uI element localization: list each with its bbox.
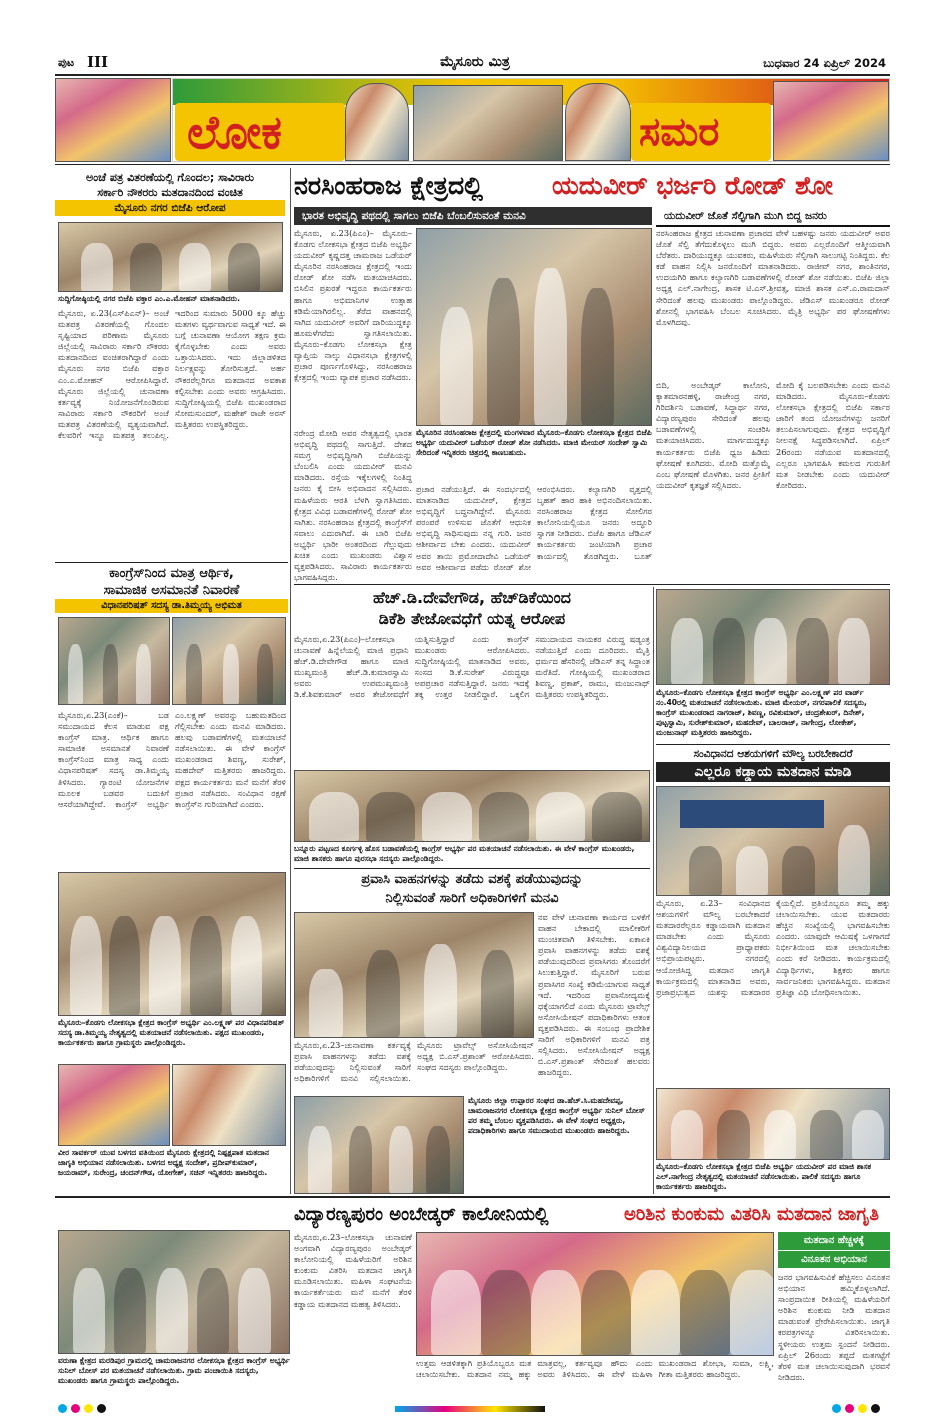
bjp-campaign-photo-right [656, 1088, 890, 1160]
ward-campaign-caption: ಮೈಸೂರು–ಕೊಡಗು ಲೋಕಸಭಾ ಕ್ಷೇತ್ರದ ಕಾಂಗ್ರೆಸ್ ಅಭ್ಯರ್ಥಿ ಎಂ.ಲಕ್ಷ್ಮಣ್ ಪರ ವಾರ್ಡ್ ನಂ.40ರಲ್ಲಿ ಮತಯಾಚನೆ ನಡೆಸಲಾಯಿತು. ಮಾಜಿ ಮೇಯರ್, ನಗರಪಾಲಿಕೆ ಸದಸ್ಯರು, ಕಾಂಗ್ರೆಸ್ ಮುಖಂಡರಾದ ನಾಗರಾಜ್, ಶಿವಣ್ಣ, ರವಿಕುಮಾರ್, ಚಂದ್ರಶೇಖರ್, ದಿನೇಶ್, ಪುಟ್ಟಸ್ವಾಮಿ, ಸುರೇಶ್‌ಕುಮಾರ್, ಮಹದೇವ್, ಬಾಲರಾಜ್, ನಾಗೇಂದ್ರ, ಲೋಕೇಶ್, ಮಂಜುನಾಥ್ ಮತ್ತಿತರರು ಹಾಜರಿದ್ದರು. [656, 688, 867, 737]
hdd-body: ಮೈಸೂರು,ಏ.23(ಪಿಎಂ)–ಲೋಕಸಭಾ ಚುನಾವಣೆ ಹಿನ್ನೆಲೆಯಲ್ಲಿ ಮಾಜಿ ಪ್ರಧಾನಿ ಹೆಚ್.ಡಿ.ದೇವೇಗೌಡ ಹಾಗೂ ಮಾಜಿ ಮುಖ್ಯಮಂತ್ರಿ ಹೆಚ್.ಡಿ.ಕುಮಾರಸ್ವಾಮಿ ಅವರು ಉಪಮುಖ್ಯಮಂತ್ರಿ ಡಿ.ಕೆ.ಶಿವಕುಮಾರ್ ಅವರ ತೇಜೋವಧೆಗೆ ಯತ್ನಿಸುತ್ತಿದ್ದಾರೆ ಎಂದು ಕಾಂಗ್ರೆಸ್ ಮುಖಂಡರು ಆರೋಪಿಸಿದರು. ಸುದ್ದಿಗೋಷ್ಠಿಯಲ್ಲಿ ಮಾತನಾಡಿದ ಅವರು, ಸಂಸದ ಡಿ.ಕೆ.ಸುರೇಶ್ ವಿರುದ್ಧವೂ ಅಪಪ್ರಚಾರ ನಡೆಸುತ್ತಿದ್ದಾರೆ. ಜನರು ಇದಕ್ಕೆ ತಕ್ಕ ಉತ್ತರ ನೀಡಲಿದ್ದಾರೆ. ಒಕ್ಕಲಿಗ ಸಮುದಾಯದ ನಾಯಕರ ವಿರುದ್ಧ ಷಡ್ಯಂತ್ರ ನಡೆಯುತ್ತಿದೆ ಎಂದು ದೂರಿದರು. ಮೈತ್ರಿ ಧರ್ಮದ ಹೆಸರಿನಲ್ಲಿ ಜೆಡಿಎಸ್ ತನ್ನ ಸಿದ್ಧಾಂತ ಮರೆತಿದೆ. ಗೋಷ್ಠಿಯಲ್ಲಿ ಮುಖಂಡರಾದ ಶಿವಣ್ಣ, ಪ್ರಕಾಶ್, ರಾಮು, ಮಂಜುನಾಥ್ ಮತ್ತಿತರರು ಉಪಸ್ಥಿತರಿದ್ದರು. [294, 634, 650, 700]
left-mid-headline [55, 565, 288, 613]
banner-left-word-box [175, 103, 345, 161]
side-box [778, 1232, 890, 1398]
main-subhead-right: ಯದುವೀರ್ ಜೊತೆ ಸೆಲ್ಫಿಗಾಗಿ ಮುಗಿ ಬಿದ್ದ ಜನರು [656, 207, 890, 227]
left-top-body: ಮೈಸೂರು, ಏ.23(ಎಸ್‌ಪಿಎನ್)– ಅಂಚೆ ಮತಪತ್ರ ವಿತರಣೆಯಲ್ಲಿ ಗೊಂದಲ ಸೃಷ್ಟಿಯಾದ ಪರಿಣಾಮ ಮೈಸೂರು ಜಿಲ್ಲೆಯಲ್ಲಿ ಸಾವಿರಾರು ಸರ್ಕಾರಿ ನೌಕರರು ಮತದಾನದಿಂದ ವಂಚಿತರಾಗಿದ್ದಾರೆ ಎಂದು ಮೈಸೂರು ನಗರ ಬಿಜೆಪಿ ವಕ್ತಾರ ಎಂ.ಎ.ಮೋಹನ್ ಆರೋಪಿಸಿದ್ದಾರೆ. ಮೈಸೂರು ಜಿಲ್ಲೆಯಲ್ಲಿ ಚುನಾವಣಾ ಕರ್ತವ್ಯಕ್ಕೆ ನಿಯೋಜನೆಗೊಂಡಿರುವ ಸಾವಿರಾರು ಸರ್ಕಾರಿ ನೌಕರರಿಗೆ ಅಂಚೆ ಮತಪತ್ರ ವಿತರಣೆಯಲ್ಲಿ ವ್ಯತ್ಯಯವಾಗಿದೆ. ಕೆಲವರಿಗೆ ಇನ್ನೂ ಮತಪತ್ರ ತಲುಪಿಲ್ಲ. ಇದರಿಂದ ಸುಮಾರು 5000 ಕ್ಕೂ ಹೆಚ್ಚು ಮತಗಳು ವ್ಯರ್ಥವಾಗುವ ಸಾಧ್ಯತೆ ಇದೆ. ಈ ಬಗ್ಗೆ ಚುನಾವಣಾ ಆಯೋಗ ತಕ್ಷಣ ಕ್ರಮ ಕೈಗೊಳ್ಳಬೇಕು ಎಂದು ಅವರು ಒತ್ತಾಯಿಸಿದರು. ಇದು ಜಿಲ್ಲಾಡಳಿತದ ನಿರ್ಲಕ್ಷ್ಯವನ್ನು ತೋರಿಸುತ್ತದೆ. ಅರ್ಹ ನೌಕರರೆಲ್ಲರಿಗೂ ಮತದಾನದ ಅವಕಾಶ ಕಲ್ಪಿಸಬೇಕು ಎಂದು ಅವರು ಆಗ್ರಹಿಸಿದರು. ಸುದ್ದಿಗೋಷ್ಠಿಯಲ್ಲಿ ಬಿಜೆಪಿ ಮುಖಂಡರಾದ ಸೋಮಸುಂದರ್, ಮಹೇಶ್ ರಾಜೇ ಅರಸ್ ಮತ್ತಿತರರು ಉಪಸ್ಥಿತರಿದ್ದರು. [58, 308, 286, 441]
hdd-headline-line2: ಡಿಕೆಶಿ ತೇಜೋವಧೆಗೆ ಯತ್ನ ಆರೋಪ [378, 609, 566, 628]
press-meet-photo [58, 222, 283, 292]
voting-awareness-event-photo [656, 786, 890, 896]
uppara-sangha-photo [294, 1096, 464, 1194]
vehicles-body-left: ಮೈಸೂರು,ಏ.23–ಚುನಾವಣಾ ಕರ್ತವ್ಯಕ್ಕೆ ಪ್ರವಾಸಿ ವಾಹನಗಳನ್ನು ತಡೆದು ವಶಕ್ಕೆ ಪಡೆಯುವುದನ್ನು ನಿಲ್ಲಿಸುವಂತೆ ಸಾರಿಗೆ ಅಧಿಕಾರಿಗಳಿಗೆ ಮನವಿ ಸಲ್ಲಿಸಲಾಯಿತು. ಮೈಸೂರು ಟ್ರಾವೆಲ್ಸ್ ಅಸೋಸಿಯೇಷನ್ ಅಧ್ಯಕ್ಷ ಬಿ.ಎಸ್.ಪ್ರಶಾಂತ್ ಆರೋಪಿಸಿದರು. ಸಂಘದ ಸದಸ್ಯರು ಪಾಲ್ಗೊಂಡಿದ್ದರು. [294, 1040, 534, 1084]
constitution-headline [656, 746, 890, 782]
main-body-under: ಪ್ರಚಾರ ನಡೆಯುತ್ತಿದೆ. ಈ ಸಂದರ್ಭದಲ್ಲಿ ಮಾತನಾಡಿದ ಯದುವೀರ್, ಕ್ಷೇತ್ರದ ಅಭಿವೃದ್ಧಿಗೆ ಬದ್ಧನಾಗಿದ್ದೇನೆ. ಮೈಸೂರು ಪರಂಪರೆ ಉಳಿಸುವ ಜೊತೆಗೆ ಆಧುನಿಕ ಅಭಿವೃದ್ಧಿ ಸಾಧಿಸುವುದು ನನ್ನ ಗುರಿ. ಜನರ ಆಶೀರ್ವಾದ ಬೇಕು ಎಂದರು. ಯದುವೀರ್ ಅವರ ತಾಯಿ ಪ್ರಮೋದಾದೇವಿ ಒಡೆಯರ್ ಅವರ ಆಶೀರ್ವಾದ ಪಡೆದು ರೋಡ್ ಶೋ ಆರಂಭಿಸಿದರು. ಕಲ್ಯಾಣಗಿರಿ ವೃತ್ತದಲ್ಲಿ ಬೃಹತ್ ಹಾರ ಹಾಕಿ ಅಭಿನಂದಿಸಲಾಯಿತು. ನರಸಿಂಹರಾಜ ಕ್ಷೇತ್ರದ ಸೋಲಿಗರ ಕಾಲೋನಿಯಲ್ಲಿಯೂ ಜನರು ಅದ್ಧೂರಿ ಸ್ವಾಗತ ನೀಡಿದರು. ಬಿಜೆಪಿ ಹಾಗೂ ಜೆಡಿಎಸ್ ಕಾರ್ಯಕರ್ತರು ಜಂಟಿಯಾಗಿ ಪ್ರಚಾರ ಕಾರ್ಯದಲ್ಲಿ ತೊಡಗಿದ್ದರು. ಬೂತ್ [416, 484, 652, 572]
masthead [55, 52, 890, 74]
main-subhead-left: ಭಾರತ ಅಭಿವೃದ್ಧಿ ಪಥದಲ್ಲಿ ಸಾಗಲು ಬಿಜೆಪಿ ಬೆಂಬಲಿಸುವಂತೆ ಮನವಿ [294, 207, 652, 225]
hdd-headline [294, 587, 650, 629]
masthead-rule [55, 74, 890, 76]
color-bar-center [395, 1406, 545, 1412]
issue-date: ಬುಧವಾರ 24 ಏಪ್ರಿಲ್ 2024 [763, 56, 886, 70]
col-divider-2 [653, 587, 654, 1194]
side-box-title-line1: ಮತದಾನ ಹೆಚ್ಚಳಕ್ಕೆ [803, 1235, 865, 1246]
main-body-col4: ನರಸಿಂಹರಾಜ ಕ್ಷೇತ್ರದ ಚುನಾವಣಾ ಪ್ರಚಾರದ ವೇಳೆ ಬಹಳಷ್ಟು ಜನರು ಯದುವೀರ್ ಅವರ ಜೊತೆ ಸೆಲ್ಫಿ ತೆಗೆದುಕೊಳ್ಳಲು ಮುಗಿ ಬಿದ್ದರು. ಅವರು ಎಲ್ಲರೊಂದಿಗೆ ಆತ್ಮೀಯವಾಗಿ ಬೆರೆತರು. ದಾರಿಯುದ್ದಕ್ಕೂ ಯುವಕರು, ಮಹಿಳೆಯರು ಸೆಲ್ಫಿಗಾಗಿ ಸಾಲುಗಟ್ಟಿ ನಿಂತಿದ್ದರು. ಕೆಲ ಕಡೆ ವಾಹನ ನಿಲ್ಲಿಸಿ ಜನರೊಂದಿಗೆ ಮಾತನಾಡಿದರು. ರಾಜೀವ್ ನಗರ, ಶಾಂತಿನಗರ, ಉದಯಗಿರಿ ಹಾಗೂ ಕಲ್ಯಾಣಗಿರಿ ಬಡಾವಣೆಗಳಲ್ಲಿ ರೋಡ್ ಶೋ ನಡೆಯಿತು. ಬಿಜೆಪಿ ಜಿಲ್ಲಾ ಅಧ್ಯಕ್ಷ ಎಲ್.ನಾಗೇಂದ್ರ, ಶಾಸಕ ಟಿ.ಎಸ್.ಶ್ರೀವತ್ಸ, ಮಾಜಿ ಶಾಸಕ ಎಸ್.ಎ.ರಾಮದಾಸ್ ಸೇರಿದಂತೆ ಹಲವು ಮುಖಂಡರು ಪಾಲ್ಗೊಂಡಿದ್ದರು. ಜೆಡಿಎಸ್ ಮುಖಂಡರೂ ರೋಡ್ ಶೋನಲ್ಲಿ ಭಾಗವಹಿಸಿ ಬೆಂಬಲ ಸೂಚಿಸಿದರು. ಮೈತ್ರಿ ಅಭ್ಯರ್ಥಿ ಪರ ಘೋಷಣೆಗಳು ಮೊಳಗಿದವು. [656, 228, 890, 327]
leader-photo-left [345, 83, 409, 161]
left-top-headline [55, 170, 285, 216]
awareness-photo-1 [58, 1064, 170, 1146]
bottom-body-left: ಮೈಸೂರು,ಏ.23–ಲೋಕಸಭಾ ಚುನಾವಣೆ ಅಂಗವಾಗಿ ವಿದ್ಯಾರಣ್ಯಪುರಂ ಅಂಬೇಡ್ಕರ್ ಕಾಲೋನಿಯಲ್ಲಿ ಮಹಿಳೆಯರಿಗೆ ಅರಿಶಿನ ಕುಂಕುಮ ವಿತರಿಸಿ ಮತದಾನ ಜಾಗೃತಿ ಮೂಡಿಸಲಾಯಿತು. ಮಹಿಳಾ ಸಂಘಟನೆಯ ಕಾರ್ಯಕರ್ತೆಯರು ಮನೆ ಮನೆಗೆ ತೆರಳಿ ಕಡ್ಡಾಯ ಮತದಾನದ ಮಹತ್ವ ತಿಳಿಸಿದರು. [294, 1232, 412, 1309]
bottom-headline-part1: ವಿದ್ಯಾರಣ್ಯಪುರಂ ಅಂಬೇಡ್ಕರ್ ಕಾಲೋನಿಯಲ್ಲಿ [294, 1204, 549, 1225]
vehicles-body-right: ನವ ವೇಳೆ ಚುನಾವಣಾ ಕಾರ್ಯದ ಬಳಕೆಗೆ ವಾಹನ ಬೇಕಾದಲ್ಲಿ ಮಾಲೀಕರಿಗೆ ಮುಂಚಿತವಾಗಿ ತಿಳಿಸಬೇಕು. ಏಕಾಏಕಿ ಪ್ರವಾಸಿ ವಾಹನಗಳನ್ನು ತಡೆದು ವಶಕ್ಕೆ ಪಡೆಯುವುದರಿಂದ ಪ್ರವಾಸಿಗರು ತೊಂದರೆಗೆ ಸಿಲುಕುತ್ತಿದ್ದಾರೆ. ಮೈಸೂರಿಗೆ ಬರುವ ಪ್ರವಾಸಿಗರ ಸಂಖ್ಯೆ ಕಡಿಮೆಯಾಗುವ ಸಾಧ್ಯತೆ ಇದೆ. ಇದರಿಂದ ಪ್ರವಾಸೋದ್ಯಮಕ್ಕೆ ಧಕ್ಕೆಯಾಗಲಿದೆ ಎಂದು ಮೈಸೂರು ಟ್ರಾವೆಲ್ಸ್ ಅಸೋಸಿಯೇಷನ್ ಪದಾಧಿಕಾರಿಗಳು ಆತಂಕ ವ್ಯಕ್ತಪಡಿಸಿದರು. ಈ ಸಂಬಂಧ ಪ್ರಾದೇಶಿಕ ಸಾರಿಗೆ ಅಧಿಕಾರಿಗಳಿಗೆ ಮನವಿ ಪತ್ರ ಸಲ್ಲಿಸಿದರು. ಅಸೋಸಿಯೇಷನ್ ಅಧ್ಯಕ್ಷ ಬಿ.ಎಸ್.ಪ್ರಶಾಂತ್ ಸೇರಿದಂತೆ ಹಲವರು ಹಾಜರಿದ್ದರು. [538, 912, 650, 1078]
bottom-headline [294, 1200, 890, 1230]
left-mid-rule [55, 562, 288, 563]
main-body-col3b: ಬಿದಿ, ಅಂಬೇಡ್ಕರ್ ಕಾಲೋನಿ, ಕ್ಯಾತಮಾರನಹಳ್ಳಿ, ರಾಜೇಂದ್ರ ನಗರ, ಗಿರಿದರ್ಶಿನಿ ಬಡಾವಣೆ, ಸಿದ್ಧಾರ್ಥ ನಗರ, ವಿದ್ಯಾರಣ್ಯಪುರಂ ಸೇರಿದಂತೆ ಹಲವು ಬಡಾವಣೆಗಳಲ್ಲಿ ಸಂಚರಿಸಿ ಮತಯಾಚಿಸಿದರು. ಮಾರ್ಗದುದ್ದಕ್ಕೂ ಕಾರ್ಯಕರ್ತರು ಬಿಜೆಪಿ ಧ್ವಜ ಹಿಡಿದು ಘೋಷಣೆ ಕೂಗಿದರು. ಮೋದಿ ಮತ್ತೊಮ್ಮೆ ಎಂಬ ಘೋಷಣೆ ಮೊಳಗಿತು. ಜನರ ಪ್ರೀತಿಗೆ ಯದುವೀರ್ ಕೃತಜ್ಞತೆ ಸಲ್ಲಿಸಿದರು. [656, 380, 770, 490]
left-top-headline-line1: ಅಂಚೆ ಪತ್ರ ವಿತರಣೆಯಲ್ಲಿ ಗೊಂದಲ; ಸಾವಿರಾರು [86, 171, 254, 184]
campaign-photo-left-2 [172, 617, 286, 705]
bannur-caption: ಬನ್ನೂರು ಪಟ್ಟಣದ ಕೂರ್ಗಳ್ಳಿ ಹೊಸ ಬಡಾವಣೆಯಲ್ಲಿ ಕಾಂಗ್ರೆಸ್ ಅಭ್ಯರ್ಥಿ ಪರ ಮತಯಾಚನೆ ನಡೆಸಲಾಯಿತು. ಈ ವೇಳೆ ಕಾಂಗ್ರೆಸ್ ಮುಖಂಡರು, ಮಾಜಿ ಶಾಸಕರು ಹಾಗೂ ಪುರಸಭಾ ಸದಸ್ಯರು ಪಾಲ್ಗೊಂಡಿದ್ದರು. [294, 844, 635, 863]
constitution-headline-line1: ಸಂವಿಧಾನದ ಆಶಯಗಳಿಗೆ ಮೌಲ್ಯ ಬರಬೇಕಾದರೆ [693, 748, 853, 760]
vehicles-headline-line1: ಪ್ರವಾಸಿ ವಾಹನಗಳನ್ನು ತಡೆದು ವಶಕ್ಕೆ ಪಡೆಯುವುದನ್ನು [361, 872, 583, 887]
registration-marks-right [832, 1404, 892, 1414]
side-box-body: ಜನರ ಭಾಗವಹಿಸುವಿಕೆ ಹೆಚ್ಚಿಸಲು ವಿನೂತನ ಅಭಿಯಾನ ಹಮ್ಮಿಕೊಳ್ಳಲಾಗಿದೆ. ಸಾಂಪ್ರದಾಯಿಕ ರೀತಿಯಲ್ಲಿ ಮಹಿಳೆಯರಿಗೆ ಅರಿಶಿನ ಕುಂಕುಮ ನೀಡಿ ಮತದಾನ ಮಾಡುವಂತೆ ಪ್ರೇರೇಪಿಸಲಾಯಿತು. ಜಾಗೃತಿ ಕರಪತ್ರಗಳನ್ನೂ ವಿತರಿಸಲಾಯಿತು. ಸ್ಥಳೀಯರು ಉತ್ತಮ ಸ್ಪಂದನೆ ನೀಡಿದರು. ಏಪ್ರಿಲ್ 26ರಂದು ತಪ್ಪದೆ ಮತಗಟ್ಟೆಗೆ ತೆರಳಿ ಮತ ಚಲಾಯಿಸುವುದಾಗಿ ಭರವಸೆ ನೀಡಿದರು. [778, 1272, 890, 1382]
left-top-subhead: ಮೈಸೂರು ನಗರ ಬಿಜೆಪಿ ಆರೋಪ [55, 200, 285, 216]
voters-photo-right [773, 81, 889, 161]
campaign-photo-left-1 [58, 617, 170, 705]
varuna-caption: ವರುಣಾ ಕ್ಷೇತ್ರದ ಮರಡಿಪುರ ಗ್ರಾಮದಲ್ಲಿ ಚಾಮರಾಜನಗರ ಲೋಕಸಭಾ ಕ್ಷೇತ್ರದ ಕಾಂಗ್ರೆಸ್ ಅಭ್ಯರ್ಥಿ ಸುನಿಲ್ ಬೋಸ್ ಪರ ಮತಯಾಚನೆ ನಡೆಸಲಾಯಿತು. ಗ್ರಾಮ ಪಂಚಾಯಿತಿ ಸದಸ್ಯರು, ಮುಖಂಡರು ಹಾಗೂ ಗ್ರಾಮಸ್ಥರು ಪಾಲ್ಗೊಂಡಿದ್ದರು. [58, 1356, 290, 1385]
banner-right-word-box [631, 103, 771, 161]
side-box-title [778, 1232, 890, 1268]
awareness-caption: ವೀರ ಸಾವರ್ಕರ್ ಯುವ ಬಳಗದ ವತಿಯಿಂದ ಮೈಸೂರು ಕ್ಷೇತ್ರದಲ್ಲಿ ನಿಷ್ಪಕ್ಷಪಾತ ಮತದಾನ ಜಾಗೃತಿ ಅಭಿಯಾನ ನಡೆಸಲಾಯಿತು. ಬಳಗದ ಅಧ್ಯಕ್ಷ ಸಂದೇಶ್, ಪ್ರದೀಪ್‌ಕುಮಾರ್, ಜಯರಾಮ್, ಸುರೇಂದ್ರ, ಚಂದನ್‌ಗೌಡ, ಯೋಗೇಶ್, ಸಚಿನ್ ಇನ್ನಿತರರು ಹಾಜರಿದ್ದರು. [58, 1148, 270, 1177]
bannur-campaign-photo [294, 770, 650, 842]
banner-left-word: ಲೋಕ [187, 105, 282, 159]
constitution-headline-line2: ಎಲ್ಲರೂ ಕಡ್ಡಾಯ ಮತದಾನ ಮಾಡಿ [656, 762, 890, 782]
bottom-body-mid: ಉತ್ತಮ ಆಡಳಿತಕ್ಕಾಗಿ ಪ್ರತಿಯೊಬ್ಬರೂ ಮತ ಚಲಾಯಿಸಬೇಕು. ಮತದಾನ ನಮ್ಮ ಹಕ್ಕು ಮಾತ್ರವಲ್ಲ, ಕರ್ತವ್ಯವೂ ಹೌದು ಎಂದು ಅವರು ತಿಳಿಸಿದರು. ಈ ವೇಳೆ ಮಹಿಳಾ ಮುಖಂಡರಾದ ಶೋಭಾ, ಸುಮಾ, ಲಕ್ಷ್ಮಿ, ಗೀತಾ ಮತ್ತಿತರರು ಹಾಜರಿದ್ದರು. [416, 1358, 774, 1380]
main-headline [294, 168, 890, 204]
right-mid-rule [656, 744, 890, 745]
lok-samar-banner [172, 78, 890, 162]
bottom-band-rule [55, 1196, 890, 1198]
col-divider-1 [290, 168, 291, 1194]
voters-photo-left [55, 78, 171, 162]
kumkum-distribution-photo [416, 1232, 774, 1356]
side-box-title-line2: ವಿನೂತನ ಅಭಿಯಾನ [778, 1250, 890, 1269]
left-mid-caption: ಮೈಸೂರು–ಕೊಡಗು ಲೋಕಸಭಾ ಕ್ಷೇತ್ರದ ಕಾಂಗ್ರೆಸ್ ಅಭ್ಯರ್ಥಿ ಎಂ.ಲಕ್ಷ್ಮಣ್ ಪರ ವಿಧಾನಪರಿಷತ್ ಸದಸ್ಯ ಡಾ.ತಿಮ್ಮಯ್ಯ ನೇತೃತ್ವದಲ್ಲಿ ಮತಯಾಚನೆ ನಡೆಸಲಾಯಿತು. ಪಕ್ಷದ ಮುಖಂಡರು, ಕಾರ್ಯಕರ್ತರು ಹಾಗೂ ಗ್ರಾಮಸ್ಥರು ಪಾಲ್ಗೊಂಡಿದ್ದರು. [58, 1018, 285, 1047]
road-show-caption: ಮೈಸೂರಿನ ನರಸಿಂಹರಾಜ ಕ್ಷೇತ್ರದಲ್ಲಿ ಮಂಗಳವಾರ ಮೈಸೂರು–ಕೊಡಗು ಲೋಕಸಭಾ ಕ್ಷೇತ್ರದ ಬಿಜೆಪಿ ಅಭ್ಯರ್ಥಿ ಯದುವೀರ್ ಒಡೆಯರ್ ರೋಡ್ ಶೋ ನಡೆಸಿದರು. ಮಾಜಿ ಮೇಯರ್ ಸಂದೇಶ್ ಸ್ವಾಮಿ ಸೇರಿದಂತೆ ಇನ್ನಿತರರು ಚಿತ್ರದಲ್ಲಿ ಕಾಣಬಹುದು. [416, 428, 652, 457]
main-headline-part2: ಯದುವೀರ್ ಭರ್ಜರಿ ರೋಡ್ ಶೋ [552, 171, 833, 200]
bottom-headline-part2: ಅರಿಶಿನ ಕುಂಕುಮ ವಿತರಿಸಿ ಮತದಾನ ಜಾಗೃತಿ [624, 1204, 879, 1225]
bjp-campaign-caption: ಮೈಸೂರು–ಕೊಡಗು ಲೋಕಸಭಾ ಕ್ಷೇತ್ರದ ಬಿಜೆಪಿ ಅಭ್ಯರ್ಥಿ ಯದುವೀರ್ ಪರ ಮಾಜಿ ಶಾಸಕ ಎಲ್.ನಾಗೇಂದ್ರ ನೇತೃತ್ವದಲ್ಲಿ ಮತಯಾಚನೆ ನಡೆಸಲಾಯಿತು. ಪಾಲಿಕೆ ಸದಸ್ಯರು ಹಾಗೂ ಕಾರ್ಯಕರ್ತರು ಹಾಜರಿದ್ದರು. [656, 1162, 872, 1191]
vehicles-rule [294, 868, 650, 869]
page-number: III [87, 53, 109, 71]
banner-right-word: ಸಮರ [639, 109, 720, 155]
registration-marks-left [58, 1404, 118, 1414]
parliament-photo [413, 85, 563, 161]
ward-campaign-photo [656, 589, 890, 685]
left-top-headline-line2: ಸರ್ಕಾರಿ ನೌಕರರು ಮತದಾನದಿಂದ ವಂಚಿತ [97, 186, 243, 199]
vehicles-headline [294, 870, 650, 908]
uppara-sangha-caption: ಮೈಸೂರು ಜಿಲ್ಲಾ ಉಪ್ಪಾರರ ಸಂಘದ ಡಾ.ಹೆಚ್.ಸಿ.ಮಹದೇವಪ್ಪ, ಚಾಮರಾಜನಗರ ಲೋಕಸಭಾ ಕ್ಷೇತ್ರದ ಕಾಂಗ್ರೆಸ್ ಅಭ್ಯರ್ಥಿ ಸುನಿಲ್ ಬೋಸ್ ಪರ ತಮ್ಮ ಬೆಂಬಲ ವ್ಯಕ್ತಪಡಿಸಿದರು. ಈ ವೇಳೆ ಸಂಘದ ಅಧ್ಯಕ್ಷರು, ಪದಾಧಿಕಾರಿಗಳು ಹಾಗೂ ಸಮುದಾಯದ ಮುಖಂಡರು ಹಾಜರಿದ್ದರು. [468, 1096, 645, 1135]
left-mid-headline-line2: ಸಾಮಾಜಿಕ ಅಸಮಾನತೆ ನಿವಾರಣೆ [103, 583, 240, 598]
leader-photo-right [565, 83, 631, 161]
memorandum-photo [294, 912, 534, 1038]
left-mid-body: ಮೈಸೂರು,ಏ.23(ಎಂಕೆ)– ಬಡ ಸಮುದಾಯದ ಕೆಲಸ ಮಾಡುವ ಪಕ್ಷ ಕಾಂಗ್ರೆಸ್ ಮಾತ್ರ. ಆರ್ಥಿಕ ಹಾಗೂ ಸಾಮಾಜಿಕ ಅಸಮಾನತೆ ನಿವಾರಣೆ ಕಾಂಗ್ರೆಸ್‌ನಿಂದ ಮಾತ್ರ ಸಾಧ್ಯ ಎಂದು ವಿಧಾನಪರಿಷತ್ ಸದಸ್ಯ ಡಾ.ತಿಮ್ಮಯ್ಯ ತಿಳಿಸಿದರು. ಗ್ಯಾರಂಟಿ ಯೋಜನೆಗಳ ಮೂಲಕ ಬಡವರ ಬದುಕಿಗೆ ಆಸರೆಯಾಗಿದ್ದೇವೆ. ಕಾಂಗ್ರೆಸ್ ಅಭ್ಯರ್ಥಿ ಎಂ.ಲಕ್ಷ್ಮಣ್ ಅವರನ್ನು ಬಹುಮತದಿಂದ ಗೆಲ್ಲಿಸಬೇಕು ಎಂದು ಮನವಿ ಮಾಡಿದರು. ಹಲವು ಬಡಾವಣೆಗಳಲ್ಲಿ ಮತಯಾಚನೆ ನಡೆಸಲಾಯಿತು. ಈ ವೇಳೆ ಕಾಂಗ್ರೆಸ್ ಮುಖಂಡರಾದ ಶಿವಣ್ಣ, ಸುರೇಶ್, ಮಹದೇವ್ ಮತ್ತಿತರರು ಹಾಜರಿದ್ದರು. ಪಕ್ಷದ ಕಾರ್ಯಕರ್ತರು ಮನೆ ಮನೆಗೆ ತೆರಳಿ ಪ್ರಚಾರ ನಡೆಸಿದರು. ಸಂವಿಧಾನ ರಕ್ಷಣೆ ಕಾಂಗ್ರೆಸ್‌ನ ಗುರಿಯಾಗಿದೆ ಎಂದರು. [58, 710, 286, 809]
main-bottom-rule [294, 584, 890, 585]
main-body-col1: ಮೈಸೂರು, ಏ.23(ಪಿಎಂ)– ಮೈಸೂರು–ಕೊಡಗು ಲೋಕಸಭಾ ಕ್ಷೇತ್ರದ ಬಿಜೆಪಿ ಅಭ್ಯರ್ಥಿ ಯದುವೀರ್ ಕೃಷ್ಣದತ್ತ ಚಾಮರಾಜ ಒಡೆಯರ್ ಮೈಸೂರಿನ ನರಸಿಂಹರಾಜ ಕ್ಷೇತ್ರದಲ್ಲಿ ಇಂದು ರೋಡ್ ಶೋ ನಡೆಸಿ ಮತಯಾಚಿಸಿದರು. ಬಿಸಿಲಿನ ಪ್ರಖರತೆ ಇದ್ದರೂ ಕಾರ್ಯಕರ್ತರು ಹಾಗೂ ಅಭಿಮಾನಿಗಳ ಉತ್ಸಾಹ ಕಡಿಮೆಯಾಗಿರಲಿಲ್ಲ. ತೆರೆದ ವಾಹನದಲ್ಲಿ ಸಾಗಿದ ಯದುವೀರ್ ಅವರಿಗೆ ದಾರಿಯುದ್ದಕ್ಕೂ ಹೂಮಳೆಗರೆದು ಸ್ವಾಗತಿಸಲಾಯಿತು. ಮೈಸೂರು–ಕೊಡಗು ಲೋಕಸಭಾ ಕ್ಷೇತ್ರ ವ್ಯಾಪ್ತಿಯ ನಾಲ್ಕು ವಿಧಾನಸಭಾ ಕ್ಷೇತ್ರಗಳಲ್ಲಿ ಪ್ರಚಾರ ಪೂರ್ಣಗೊಳಿಸಿದ್ದು, ನರಸಿಂಹರಾಜ ಕ್ಷೇತ್ರದಲ್ಲಿ ಇಂದು ವ್ಯಾಪಕ ಪ್ರಚಾರ ನಡೆಸಿದರು. [294, 228, 412, 383]
main-body-col4b: ಮೋದಿ ಕೈ ಬಲಪಡಿಸಬೇಕು ಎಂದು ಮನವಿ ಮಾಡಿದರು. ಮೈಸೂರು–ಕೊಡಗು ಲೋಕಸಭಾ ಕ್ಷೇತ್ರದಲ್ಲಿ ಬಿಜೆಪಿ ಸರ್ಕಾರ ಜಾರಿಗೆ ತಂದ ಯೋಜನೆಗಳನ್ನು ಜನರಿಗೆ ತಲುಪಿಸಲಾಗುವುದು. ಕ್ಷೇತ್ರದ ಅಭಿವೃದ್ಧಿಗೆ ನೀಲನಕ್ಷೆ ಸಿದ್ಧಪಡಿಸಲಾಗಿದೆ. ಏಪ್ರಿಲ್ 26ರಂದು ನಡೆಯುವ ಮತದಾನದಲ್ಲಿ ಎಲ್ಲರೂ ಭಾಗವಹಿಸಿ ಕಮಲದ ಗುರುತಿಗೆ ಮತ ನೀಡಬೇಕು ಎಂದು ಯದುವೀರ್ ಕೋರಿದರು. [776, 380, 890, 490]
varuna-campaign-photo [58, 1230, 290, 1354]
page-label: ಪುಟ [58, 56, 75, 69]
constitution-body: ಮೈಸೂರು, ಏ.23– ಸಂವಿಧಾನದ ಆಶಯಗಳಿಗೆ ಮೌಲ್ಯ ಬರಬೇಕಾದರೆ ಮತದಾರರೆಲ್ಲರೂ ಕಡ್ಡಾಯವಾಗಿ ಮತದಾನ ಮಾಡಬೇಕು ಎಂದು ಮೈಸೂರು ವಿಶ್ವವಿದ್ಯಾನಿಲಯದ ಪ್ರಾಧ್ಯಾಪಕರು ಅಭಿಪ್ರಾಯಪಟ್ಟರು. ನಗರದಲ್ಲಿ ಆಯೋಜಿಸಿದ್ದ ಮತದಾನ ಜಾಗೃತಿ ಕಾರ್ಯಕ್ರಮದಲ್ಲಿ ಮಾತನಾಡಿದ ಅವರು, ಪ್ರಜಾಪ್ರಭುತ್ವದ ಯಶಸ್ಸು ಮತದಾರರ ಕೈಯಲ್ಲಿದೆ. ಪ್ರತಿಯೊಬ್ಬರೂ ತಮ್ಮ ಹಕ್ಕು ಚಲಾಯಿಸಬೇಕು. ಯುವ ಮತದಾರರು ಹೆಚ್ಚಿನ ಸಂಖ್ಯೆಯಲ್ಲಿ ಭಾಗವಹಿಸಬೇಕು ಎಂದರು. ಯಾವುದೇ ಆಮಿಷಕ್ಕೆ ಒಳಗಾಗದೆ ನಿರ್ಭೀತಿಯಿಂದ ಮತ ಚಲಾಯಿಸಬೇಕು ಎಂದು ಕರೆ ನೀಡಿದರು. ಕಾರ್ಯಕ್ರಮದಲ್ಲಿ ವಿದ್ಯಾರ್ಥಿಗಳು, ಶಿಕ್ಷಕರು ಹಾಗೂ ಸಾರ್ವಜನಿಕರು ಭಾಗವಹಿಸಿದ್ದರು. ಮತದಾನ ಪ್ರತಿಜ್ಞಾ ವಿಧಿ ಬೋಧಿಸಲಾಯಿತು. [656, 898, 890, 997]
paper-name: ಮೈಸೂರು ಮಿತ್ರ [440, 54, 510, 70]
banner-rule [55, 164, 890, 165]
main-body-col2: ನರೇಂದ್ರ ಮೋದಿ ಅವರ ನೇತೃತ್ವದಲ್ಲಿ ಭಾರತ ಅಭಿವೃದ್ಧಿ ಪಥದಲ್ಲಿ ಸಾಗುತ್ತಿದೆ. ದೇಶದ ಸಮಗ್ರ ಅಭಿವೃದ್ಧಿಗಾಗಿ ಬಿಜೆಪಿಯನ್ನು ಬೆಂಬಲಿಸಿ ಎಂದು ಯದುವೀರ್ ಮನವಿ ಮಾಡಿದರು. ರಸ್ತೆಯ ಇಕ್ಕೆಲಗಳಲ್ಲಿ ನಿಂತಿದ್ದ ಜನರು ಕೈ ಬೀಸಿ ಅಭಿವಾದನ ಸಲ್ಲಿಸಿದರು. ಮಹಿಳೆಯರು ಆರತಿ ಬೆಳಗಿ ಸ್ವಾಗತಿಸಿದರು. ಕ್ಷೇತ್ರದ ವಿವಿಧ ಬಡಾವಣೆಗಳಲ್ಲಿ ರೋಡ್ ಶೋ ಸಾಗಿತು. ನರಸಿಂಹರಾಜ ಕ್ಷೇತ್ರದಲ್ಲಿ ಕಾಂಗ್ರೆಸ್‌ಗೆ ಸವಾಲು ಎದುರಾಗಿದೆ. ಈ ಬಾರಿ ಬಿಜೆಪಿ ಅಭ್ಯರ್ಥಿ ಭಾರೀ ಅಂತರದಿಂದ ಗೆಲ್ಲುವುದು ಖಚಿತ ಎಂದು ಮುಖಂಡರು ವಿಶ್ವಾಸ ವ್ಯಕ್ತಪಡಿಸಿದರು. ಸಾವಿರಾರು ಕಾರ್ಯಕರ್ತರು ಭಾಗವಹಿಸಿದ್ದರು. [294, 428, 412, 582]
hdd-headline-line1: ಹೆಚ್.ಡಿ.ದೇವೇಗೌಡ, ಹೆಚ್‌ಡಿಕೆಯಿಂದ [373, 588, 571, 607]
main-headline-part1: ನರಸಿಂಹರಾಜ ಕ್ಷೇತ್ರದಲ್ಲಿ [294, 171, 484, 200]
press-meet-caption: ಸುದ್ದಿಗೋಷ್ಠಿಯಲ್ಲಿ ನಗರ ಬಿಜೆಪಿ ವಕ್ತಾರ ಎಂ.ಎ.ಮೋಹನ್ ಮಾತನಾಡಿದರು. [58, 294, 240, 303]
road-show-photo [416, 228, 652, 426]
left-mid-headline-line1: ಕಾಂಗ್ರೆಸ್‌ನಿಂದ ಮಾತ್ರ ಆರ್ಥಿಕ, [109, 566, 234, 581]
campaign-photo-left-3 [58, 872, 286, 1016]
awareness-photo-2 [172, 1064, 286, 1146]
left-mid-subhead: ವಿಧಾನಪರಿಷತ್ ಸದಸ್ಯ ಡಾ.ತಿಮ್ಮಯ್ಯ ಅಭಿಮತ [55, 599, 288, 613]
vehicles-headline-line2: ನಿಲ್ಲಿಸುವಂತೆ ಸಾರಿಗೆ ಅಧಿಕಾರಿಗಳಿಗೆ ಮನವಿ [385, 891, 559, 906]
